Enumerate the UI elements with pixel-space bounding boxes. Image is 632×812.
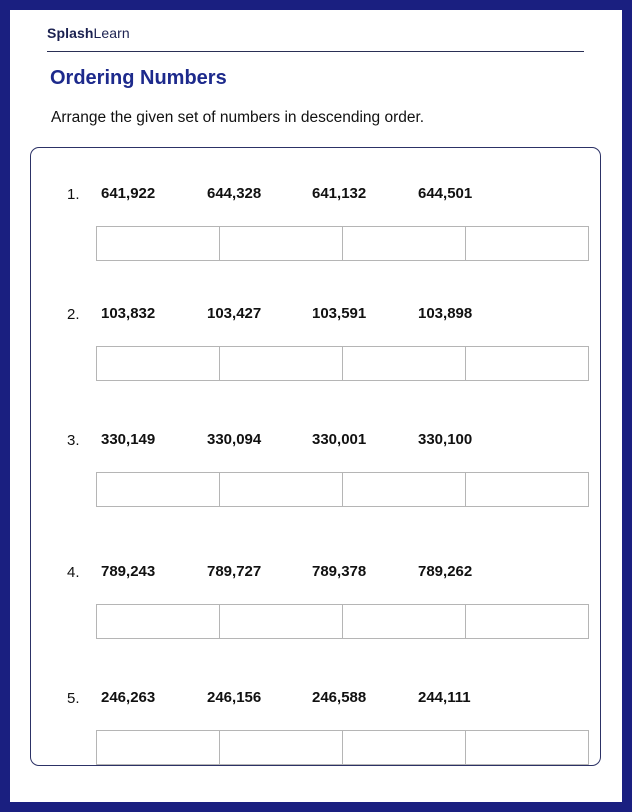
answer-box[interactable] <box>220 227 343 260</box>
problem-number: 2. <box>67 306 80 323</box>
answer-box[interactable] <box>97 731 220 764</box>
answer-row <box>96 730 589 765</box>
problem-number: 1. <box>67 186 80 203</box>
problem-3 <box>31 404 600 504</box>
answer-box[interactable] <box>220 347 343 380</box>
header-divider <box>47 51 584 52</box>
answer-box[interactable] <box>343 347 466 380</box>
answer-box[interactable] <box>466 605 588 638</box>
answer-box[interactable] <box>466 731 588 764</box>
given-number: 789,378 <box>312 563 367 580</box>
given-number: 246,588 <box>312 689 367 706</box>
given-number: 330,001 <box>312 431 367 448</box>
problem-1 <box>31 158 600 258</box>
brand-logo-splash: Splash <box>47 25 94 41</box>
answer-row <box>96 346 589 381</box>
answer-box[interactable] <box>220 605 343 638</box>
given-number: 789,243 <box>101 563 156 580</box>
answer-box[interactable] <box>343 473 466 506</box>
given-number: 641,922 <box>101 185 156 202</box>
answer-box[interactable] <box>466 227 588 260</box>
problem-5 <box>31 662 600 762</box>
problem-number: 5. <box>67 690 80 707</box>
given-number: 789,727 <box>207 563 262 580</box>
given-number: 644,328 <box>207 185 262 202</box>
answer-row <box>96 472 589 507</box>
problem-number: 4. <box>67 564 80 581</box>
given-number: 103,832 <box>101 305 156 322</box>
given-number: 246,263 <box>101 689 156 706</box>
given-number: 103,591 <box>312 305 367 322</box>
given-number: 244,111 <box>418 689 471 706</box>
answer-box[interactable] <box>343 605 466 638</box>
answer-box[interactable] <box>466 473 588 506</box>
brand-logo-learn: Learn <box>93 25 130 41</box>
given-number: 644,501 <box>418 185 473 202</box>
answer-box[interactable] <box>220 731 343 764</box>
page-title: Ordering Numbers <box>50 67 227 89</box>
answer-box[interactable] <box>343 731 466 764</box>
instructions-text: Arrange the given set of numbers in descending order. <box>51 109 425 126</box>
answer-box[interactable] <box>97 347 220 380</box>
answer-box[interactable] <box>97 227 220 260</box>
given-number: 103,427 <box>207 305 262 322</box>
given-number: 330,094 <box>207 431 262 448</box>
answer-box[interactable] <box>97 473 220 506</box>
worksheet-page <box>10 10 622 802</box>
given-number: 789,262 <box>418 563 473 580</box>
problem-4 <box>31 536 600 636</box>
problem-number: 3. <box>67 432 80 449</box>
answer-box[interactable] <box>97 605 220 638</box>
given-number: 641,132 <box>312 185 367 202</box>
problems-panel <box>30 147 601 766</box>
answer-box[interactable] <box>343 227 466 260</box>
problem-2 <box>31 278 600 378</box>
given-number: 246,156 <box>207 689 262 706</box>
given-number: 330,149 <box>101 431 156 448</box>
given-number: 103,898 <box>418 305 473 322</box>
answer-box[interactable] <box>466 347 588 380</box>
given-number: 330,100 <box>418 431 473 448</box>
answer-row <box>96 604 589 639</box>
answer-row <box>96 226 589 261</box>
answer-box[interactable] <box>220 473 343 506</box>
brand-logo <box>47 25 130 41</box>
